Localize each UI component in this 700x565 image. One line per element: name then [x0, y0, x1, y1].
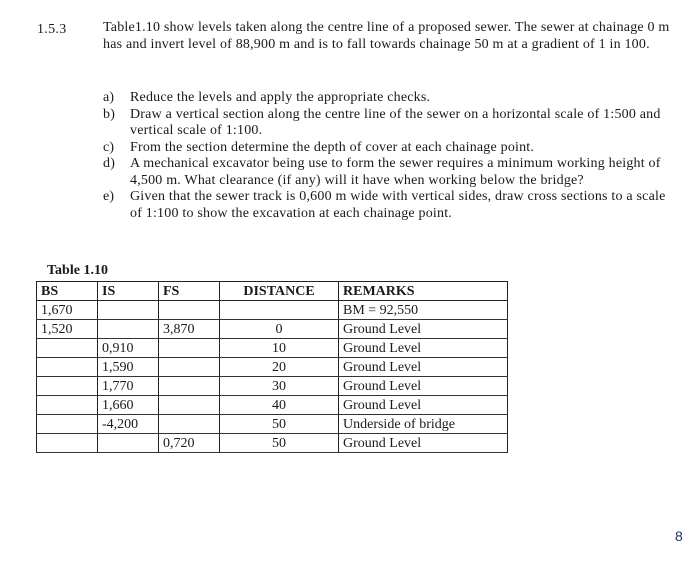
cell-fs: 0,720	[159, 434, 220, 453]
cell-remarks: Ground Level	[339, 396, 508, 415]
table-row	[37, 377, 508, 396]
subquestion-text: A mechanical excavator being use to form the sewer requires a minimum working height of 4,500 m. What clearance (if any) will it have when working below the bridge?	[130, 156, 661, 188]
cell-bs	[37, 377, 98, 396]
cell-fs	[159, 339, 220, 358]
table-row	[37, 415, 508, 434]
header-remarks: REMARKS	[339, 282, 508, 301]
subquestion-marker: a)	[103, 90, 115, 105]
subquestion-text: Reduce the levels and apply the appropriate checks.	[130, 90, 431, 105]
cell-remarks: Ground Level	[339, 339, 508, 358]
cell-remarks: Underside of bridge	[339, 415, 508, 434]
table-body	[37, 301, 508, 453]
subquestion-marker: d)	[103, 156, 116, 171]
subquestion-item	[103, 107, 678, 140]
header-distance: DISTANCE	[220, 282, 339, 301]
cell-distance: 0	[220, 320, 339, 339]
cell-bs	[37, 434, 98, 453]
table-row	[37, 396, 508, 415]
cell-bs	[37, 358, 98, 377]
subquestion-text: Draw a vertical section along the centre line of the sewer on a horizontal scale of 1:500 and vertical scale of 1:100.	[130, 106, 661, 138]
levels-table	[36, 281, 508, 453]
table-row	[37, 434, 508, 453]
cell-bs: 1,520	[37, 320, 98, 339]
cell-fs	[159, 301, 220, 320]
cell-remarks: Ground Level	[339, 358, 508, 377]
cell-is: 1,660	[98, 396, 159, 415]
cell-distance	[220, 301, 339, 320]
cell-fs	[159, 396, 220, 415]
cell-is	[98, 434, 159, 453]
cell-remarks: Ground Level	[339, 434, 508, 453]
cell-bs	[37, 339, 98, 358]
header-is: IS	[98, 282, 159, 301]
cell-bs	[37, 396, 98, 415]
subquestion-item	[103, 156, 678, 189]
cell-distance: 50	[220, 434, 339, 453]
page-number: 8	[675, 528, 683, 544]
cell-remarks: BM = 92,550	[339, 301, 508, 320]
subquestion-item	[103, 90, 678, 107]
question-intro: Table1.10 show levels taken along the centre line of a proposed sewer. The sewer at chainage 0 m has and invert level of 88,900 m and is to fall towards chainage 50 m at a gradient of 1 in 100.	[103, 20, 670, 52]
subquestion-marker: c)	[103, 139, 115, 155]
subquestion-text: From the section determine the depth of cover at each chainage point.	[130, 139, 535, 155]
cell-bs: 1,670	[37, 301, 98, 320]
cell-distance: 20	[220, 358, 339, 377]
subquestion-list	[103, 90, 678, 222]
cell-distance: 40	[220, 396, 339, 415]
table-caption: Table 1.10	[47, 263, 108, 278]
table-row	[37, 301, 508, 320]
question-number: 1.5.3	[37, 22, 67, 37]
cell-is: 0,910	[98, 339, 159, 358]
cell-bs	[37, 415, 98, 434]
table-row	[37, 320, 508, 339]
cell-remarks: Ground Level	[339, 377, 508, 396]
cell-is: 1,590	[98, 358, 159, 377]
subquestion-marker: b)	[103, 106, 116, 122]
cell-distance: 10	[220, 339, 339, 358]
cell-distance: 50	[220, 415, 339, 434]
cell-is	[98, 301, 159, 320]
header-fs: FS	[159, 282, 220, 301]
subquestion-item	[103, 140, 678, 157]
cell-fs	[159, 415, 220, 434]
cell-fs	[159, 377, 220, 396]
cell-fs: 3,870	[159, 320, 220, 339]
header-bs: BS	[37, 282, 98, 301]
cell-is	[98, 320, 159, 339]
subquestion-item	[103, 189, 678, 222]
cell-remarks: Ground Level	[339, 320, 508, 339]
cell-is: -4,200	[98, 415, 159, 434]
table-row	[37, 358, 508, 377]
cell-distance: 30	[220, 377, 339, 396]
subquestion-text: Given that the sewer track is 0,600 m wide with vertical sides, draw cross sections to a scale of 1:100 to show the excavation at each chainage point.	[130, 189, 666, 221]
cell-is: 1,770	[98, 377, 159, 396]
table-row	[37, 339, 508, 358]
cell-fs	[159, 358, 220, 377]
subquestion-marker: e)	[103, 189, 115, 204]
table-header-row	[37, 282, 508, 301]
